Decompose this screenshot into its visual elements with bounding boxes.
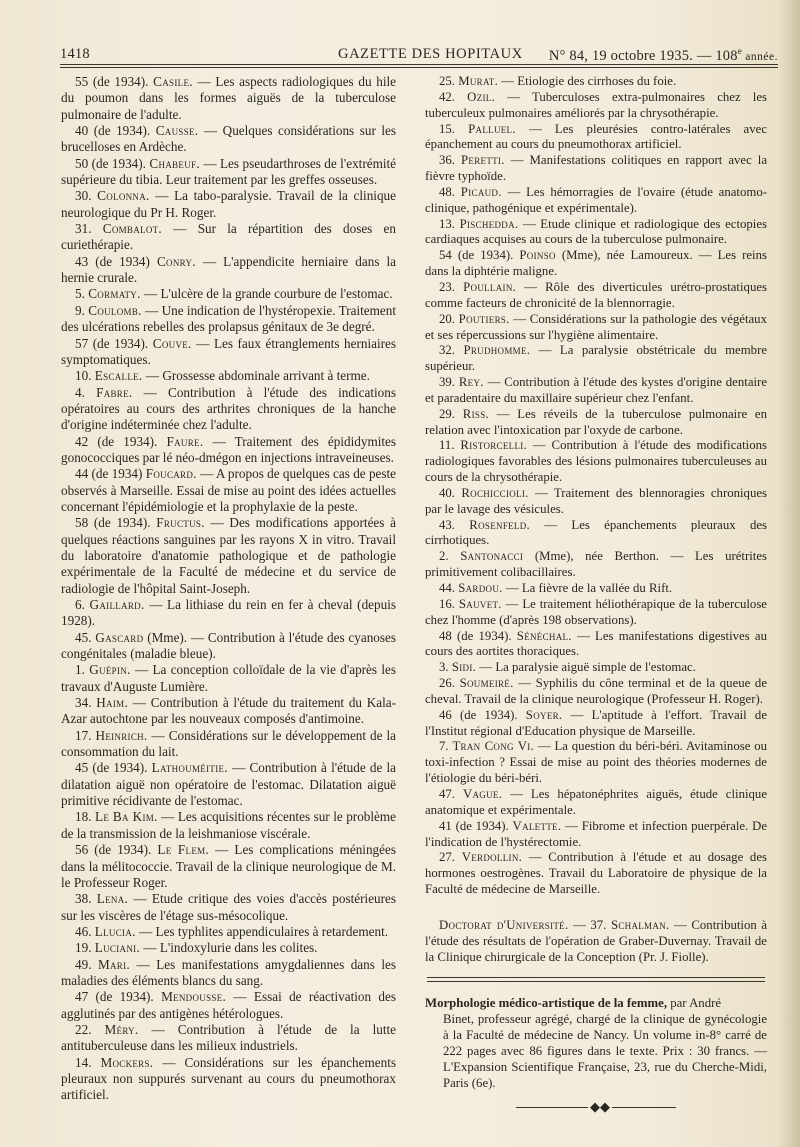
entry-author: Valette. — [512, 818, 562, 833]
entry-number: 50 (de 1934). — [75, 155, 146, 171]
entry-author: Causse. — [155, 123, 199, 139]
doctorat-author: Schalman. — [610, 917, 670, 932]
issue-info — [549, 46, 778, 65]
entry-number: 44 (de 1934) — [75, 466, 143, 482]
entry-title: (Mme), née Berthon. — Les urétrites primitivement colibacillaires. — [425, 549, 768, 580]
entry-author: Gascard — [95, 629, 144, 645]
entry-number: 41 (de 1934). — [439, 818, 509, 833]
entry-number: 30. — [75, 188, 92, 204]
entry-title: — L'ulcère de la grande courbure de l'estomac. — [143, 286, 393, 302]
entry-author: Ozil. — [467, 89, 496, 104]
entry-number: 57 (de 1934). — [75, 335, 149, 351]
book-details: Binet, professeur agrégé, chargé de la clinique de gynécologie à la Faculté de médecine de Nancy. Un volume in-8° carré de 222 pages avec 86 figures dans le texte. Prix : 30 francs. — L'Expansion Scientifique Française, 23, rue du Cherche-Midi, Paris (6e). — [443, 1012, 767, 1090]
entry-author: Prudhomme. — [463, 343, 531, 358]
entry-title: — Essai de réactivation des agglutinés par des antigènes hétérologues. — [61, 989, 397, 1021]
entry-author: Peretti. — [461, 153, 505, 168]
entry-title: — La paralysie aiguë simple de l'estomac. — [479, 660, 696, 675]
thesis-entry — [61, 221, 396, 254]
entry-author: Verdollin. — [461, 850, 523, 865]
entry-author: Faure. — [166, 433, 204, 449]
thesis-entry — [425, 343, 767, 375]
entry-number: 13. — [439, 216, 455, 231]
entry-author: Foucard. — [145, 466, 197, 482]
issue-main: N° 84, 19 octobre 1935. — 108 — [548, 47, 738, 64]
thesis-entry — [425, 739, 767, 787]
entry-number: 38. — [75, 891, 92, 907]
entry-number: 23. — [439, 279, 455, 294]
entry-author: Gaillard. — [89, 597, 145, 612]
entry-title: — Les manifestations digestives au cours des aortites thoraciques. — [425, 628, 767, 659]
thesis-entry — [61, 368, 396, 384]
thesis-entry — [61, 188, 396, 221]
entry-title: — Contribution à l'étude de la dilatation aiguë non opératoire de l'estomac. Dilatation aiguë primitive récidivante de l'estomac. — [61, 760, 397, 809]
entry-number: 46 (de 1934). — [439, 707, 518, 722]
thesis-entry — [61, 156, 396, 189]
entry-author: Lathouméitie. — [151, 760, 228, 776]
entry-number: 39. — [439, 375, 455, 390]
entry-title: — Contribution à l'étude du traitement du Kala-Azar autochtone par les nouveaux composés d'antimoine. — [61, 695, 397, 727]
entry-title: — A propos de quelques cas de peste observés à Marseille. Essai de mise au point des idées actuelles concernant l'épidémiologie et la prophylaxie de la peste. — [61, 466, 397, 514]
thesis-entry — [425, 375, 767, 407]
entry-title: — Considérations sur les épanchements pleuraux non suppurés survenant au cours du pneumothorax artificiel. — [61, 1054, 396, 1103]
thesis-entry — [425, 486, 767, 518]
entry-author: Tran Cong Vi. — [452, 739, 535, 754]
issue-sup: e — [737, 46, 742, 56]
page-header — [60, 44, 778, 66]
thesis-entry — [61, 940, 396, 956]
entry-author: Luciani. — [94, 940, 141, 956]
thesis-entry — [61, 385, 396, 434]
entry-number: 10. — [75, 368, 92, 384]
entry-author: Poutiers. — [458, 311, 510, 326]
thesis-entry — [425, 122, 767, 154]
entry-author: Rochiccioli. — [461, 485, 529, 500]
thesis-entry — [425, 518, 767, 550]
entry-number: 34. — [75, 695, 92, 711]
entry-title: — Le traitement héliothérapique de la tuberculose chez l'homme (d'après 198 observations). — [425, 596, 767, 627]
entry-author: Lena. — [96, 891, 129, 907]
book-title: Morphologie médico-artistique de la femme, — [425, 996, 668, 1011]
thesis-entry — [61, 989, 396, 1022]
entry-author: Soyer. — [525, 707, 563, 722]
thesis-entry — [425, 438, 767, 486]
entry-number: 1. — [75, 662, 85, 678]
entry-title: — Manifestations colitiques en rapport avec la fièvre typhoïde. — [425, 153, 767, 184]
entry-title: — Tuberculoses extra-pulmonaires chez les tuberculeux pulmonaires améliorés par la chrysothérapie. — [425, 89, 768, 120]
thesis-entry — [425, 787, 767, 819]
entry-number: 5. — [75, 286, 85, 302]
entry-author: Vague. — [462, 786, 503, 801]
entry-number: 32. — [439, 343, 455, 358]
thesis-entry — [61, 891, 396, 924]
entry-title: — Fibrome et infection puerpérale. De l'indication de l'hystérectomie. — [425, 818, 768, 849]
entry-author: Le Ba Kim. — [94, 809, 158, 825]
entry-author: Rey. — [458, 375, 484, 390]
entry-author: Haim. — [96, 695, 129, 711]
entry-number: 40 (de 1934). — [75, 123, 151, 139]
entry-title: — La fièvre de la vallée du Rift. — [505, 581, 673, 595]
entry-number: 17. — [75, 727, 92, 743]
entry-title: — Les réveils de la tuberculose pulmonaire en relation avec l'intoxication par l'oxyde de carbone. — [425, 406, 768, 437]
entry-author: Chabeuf. — [149, 155, 200, 171]
entry-author: Casile. — [153, 74, 193, 89]
entry-author: Conry. — [156, 253, 196, 269]
page-number: 1418 — [60, 46, 90, 62]
entry-number: 6. — [75, 597, 85, 612]
thesis-entry — [61, 695, 396, 728]
thesis-entry — [61, 303, 396, 336]
doctorat-entry — [425, 918, 767, 966]
entry-number: 25. — [439, 74, 455, 88]
thesis-entry — [425, 581, 767, 597]
entry-author: Rosenfeld. — [469, 517, 531, 532]
entry-number: 47 (de 1934). — [75, 989, 154, 1005]
thesis-entry — [61, 466, 396, 515]
thesis-entry — [61, 434, 396, 467]
entry-author: Combalot. — [102, 221, 163, 237]
entry-title: — Etude critique des voies d'accès postérieures sur les viscères de l'étage sus-mésocolique. — [61, 891, 397, 923]
thesis-entry — [425, 407, 767, 439]
entry-title: — Les acquisitions récentes sur le problème de la transmission de la leishmaniose viscérale. — [61, 809, 397, 841]
entry-title: — Les complications méningées dans la mélitococcie. Travail de la clinique neurologique de M. le Professeur Roger. — [61, 842, 396, 890]
entry-number: 27. — [439, 850, 455, 865]
entry-author: Le Flem. — [157, 842, 210, 858]
entry-author: Mendousse. — [161, 989, 227, 1005]
entry-title: — Rôle des diverticules urétro-prostatiques comme facteurs de chronicité de la blennorragie. — [425, 279, 768, 310]
entry-number: 42 (de 1934). — [75, 433, 158, 449]
thesis-entry — [61, 597, 396, 630]
entry-title: — La question du béri-béri. Avitaminose ou toxi-infection ? Essai de mise au point des théories modernes de l'étiologie du béri-béri. — [425, 739, 768, 786]
thesis-entry — [61, 630, 396, 663]
thesis-entry — [425, 660, 767, 676]
entry-number: 58 (de 1934). — [75, 515, 151, 531]
entry-author: Sardou. — [458, 581, 503, 595]
entry-author: Poullain. — [463, 279, 517, 294]
entry-author: Santonacci — [460, 549, 524, 564]
entry-title: — La tabo-paralysie. Travail de la clinique neurologique du Pr H. Roger. — [61, 188, 397, 220]
entry-author: Sidi. — [451, 660, 477, 675]
entry-author: Sénéchal. — [516, 628, 572, 643]
entry-number: 29. — [439, 406, 455, 421]
entry-author: Palluel. — [468, 121, 516, 136]
entry-title: — Les manifestations amygdaliennes dans les maladies des éléments blancs du sang. — [61, 956, 397, 988]
thesis-entry — [61, 760, 396, 809]
end-ornament — [516, 1099, 676, 1115]
thesis-entry — [61, 924, 396, 940]
entry-title: — Les hépatonéphrites aiguës, étude clinique anatomique et expérimentale. — [425, 786, 767, 817]
thesis-entry — [425, 629, 767, 661]
entry-number: 48 (de 1934). — [439, 628, 512, 643]
thesis-entry — [61, 515, 396, 597]
entry-title: — Traitement des blennoragies chroniques par le lavage des vésicules. — [425, 485, 768, 516]
entry-number: 20. — [439, 311, 455, 326]
entry-number: 43. — [439, 517, 455, 532]
entry-title: (Mme), née Lamoureux. — Les reins dans la diphtérie maligne. — [425, 248, 767, 279]
entry-title: — Etude clinique et radiologique des ectopies cardiaques acquises au cours de la tuberculose pulmonaire. — [425, 216, 768, 247]
entry-number: 9. — [75, 302, 85, 318]
entry-number: 49. — [75, 956, 92, 972]
thesis-entry — [61, 1022, 396, 1055]
thesis-entry — [61, 123, 396, 156]
thesis-entry — [61, 809, 396, 842]
book-author-line: par André — [667, 996, 722, 1011]
entry-title: — Contribution à l'étude de la lutte antituberculeuse dans les milieux industriels. — [61, 1021, 397, 1054]
entry-title: — Des modifications apportées à quelques réactions sanguines par les rayons X in vitro. Travail du laboratoire d'anatomie pathologique et de pathologie expérimentale de la Faculté de médecine et du service de radiologie de l'hôpital Saint-Joseph. — [61, 515, 396, 596]
entry-title: — Considérations sur la pathologie des végétaux et ses répercussions sur l'hygiène alimentaire. — [425, 311, 767, 342]
entry-title: — Grossesse abdominale arrivant à terme. — [145, 368, 370, 384]
thesis-entry — [425, 708, 767, 740]
entry-number: 54 (de 1934). — [439, 248, 514, 263]
entry-number: 55 (de 1934). — [75, 74, 149, 89]
entry-number: 22. — [75, 1021, 92, 1037]
entry-number: 43 (de 1934) — [75, 253, 150, 269]
ornament-glyph: ◆◆ — [590, 1099, 610, 1115]
thesis-entry — [61, 842, 396, 891]
entry-number: 3. — [439, 660, 449, 675]
entry-title: — La paralysie obstétricale du membre supérieur. — [425, 343, 768, 374]
entry-number: 4. — [75, 384, 85, 400]
entry-author: Soumeiré. — [459, 676, 514, 691]
entry-title: — Les typhlites appendiculaires à retardement. — [139, 923, 389, 939]
section-separator — [427, 977, 765, 982]
thesis-entry — [425, 819, 767, 851]
entry-title: — Etiologie des cirrhoses du foie. — [501, 74, 677, 88]
right-column — [425, 74, 767, 1113]
entry-number: 14. — [75, 1054, 92, 1070]
entry-author: Colonna. — [97, 188, 150, 204]
entry-author: Mockers. — [100, 1054, 154, 1070]
entry-author: Coulomb. — [88, 302, 142, 318]
entry-author: Méry. — [104, 1021, 139, 1037]
thesis-entry — [61, 254, 396, 287]
thesis-entry — [425, 217, 767, 249]
entry-author: Pischedda. — [459, 216, 519, 231]
entry-number: 16. — [439, 596, 455, 611]
entry-number: 19. — [75, 940, 92, 956]
entry-number: 7. — [439, 739, 449, 754]
entry-title: — Les hémorragies de l'ovaire (étude anatomo-clinique, pathogénique et expérimentale). — [425, 184, 767, 215]
journal-title: GAZETTE DES HOPITAUX — [338, 46, 523, 62]
entry-number: 18. — [75, 809, 92, 825]
thesis-entry — [61, 957, 396, 990]
thesis-entry — [425, 280, 767, 312]
entry-title: — Quelques considérations sur les brucelloses en Ardèche. — [61, 123, 397, 155]
issue-end: année. — [741, 50, 778, 63]
entry-number: 36. — [439, 153, 455, 168]
entry-number: 45 (de 1934). — [75, 760, 148, 776]
entry-author: Riss. — [462, 406, 489, 421]
entry-title: — Traitement des épididymites gonococciques par lé néo-dmégon en injections intraveineuses. — [61, 433, 397, 465]
entry-title: — Syphilis du cône terminal et de la queue de cheval. Travail de la clinique neurologique (Professeur H. Roger). — [425, 676, 768, 706]
thesis-entry — [61, 74, 396, 123]
entry-title: — Les épanchements pleuraux des cirrhotiques. — [425, 517, 767, 548]
doctorat-num: — 37. — [573, 917, 607, 932]
entry-author: Ristorcelli. — [460, 438, 528, 453]
entry-title: — Les pseudarthroses de l'extrémité supérieure du tibia. Leur traitement par les greffes osseuses. — [61, 155, 397, 188]
entry-title: — L'indoxylurie dans les colites. — [143, 940, 318, 956]
thesis-entry — [425, 185, 767, 217]
entry-number: 45. — [75, 629, 92, 645]
entry-number: 2. — [439, 549, 449, 564]
entry-author: Guépin. — [89, 662, 131, 678]
entry-title: — Contribution à l'étude des indications opératoires au cours des arthrites chroniques de la hanche d'origine indéterminée chez l'adulte. — [61, 384, 397, 433]
entry-title: — Considérations sur le développement de la consommation du lait. — [61, 727, 397, 760]
entry-title: — Les faux étranglements herniaires symptomatiques. — [61, 335, 397, 367]
entry-number: 56 (de 1934). — [75, 842, 152, 858]
thesis-entry — [425, 850, 767, 898]
header-rule — [60, 64, 778, 68]
entry-author: Couve. — [152, 335, 192, 351]
entry-author: Sauvet. — [458, 596, 502, 611]
entry-author: Escalle. — [94, 368, 143, 384]
entry-author: Fabre. — [96, 384, 133, 400]
entry-number: 11. — [439, 438, 455, 453]
entry-number: 40. — [439, 485, 455, 500]
entry-author: Picaud. — [460, 184, 502, 199]
doctorat-label: Doctorat d'Université. — [439, 917, 569, 932]
left-column — [61, 74, 396, 1104]
book-notice — [425, 996, 767, 1091]
entry-number: 44. — [439, 581, 455, 595]
thesis-entry — [425, 248, 767, 280]
entry-number: 46. — [75, 923, 92, 939]
entry-title: — L'appendicite herniaire dans la hernie crurale. — [61, 253, 397, 286]
entry-number: 42. — [439, 89, 455, 104]
entry-title: — Contribution à l'étude et au dosage des hormones oestrogènes. Travail du Laboratoire de physique de la Faculté de médecine de Marseille. — [425, 850, 767, 897]
entry-title: — La lithiase du rein en fer à cheval (depuis 1928). — [61, 597, 396, 629]
doctorat-text: — Contribution à l'étude des résultats de l'opération de Graber-Duvernay. Travail de la Clinique chirurgicale de la Conception (Pr. J. Fiolle). — [425, 917, 768, 964]
entry-title: — Contribution à l'étude des kystes d'origine dentaire et paradentaire du maxillaire supérieur chez l'enfant. — [425, 375, 767, 405]
entry-number: 48. — [439, 184, 455, 199]
thesis-entry — [61, 662, 396, 695]
thesis-entry — [61, 336, 396, 369]
entry-number: 47. — [439, 786, 455, 801]
entry-title: (Mme). — Contribution à l'étude des cyanoses congénitales (maladie bleue). — [61, 629, 396, 662]
thesis-entry — [61, 1055, 396, 1104]
entry-author: Poinso — [519, 248, 556, 263]
entry-author: Cormaty. — [88, 286, 141, 302]
thesis-entry — [61, 286, 396, 302]
thesis-entry — [425, 90, 767, 122]
entry-title: — Contribution à l'étude des modifications radiologiques favorables des lésions pulmonaires tuberculeuses au cours de la chrysothérapie. — [425, 438, 767, 485]
thesis-entry — [61, 728, 396, 761]
thesis-entry — [425, 549, 767, 581]
entry-number: 26. — [439, 676, 455, 691]
entry-author: Mari. — [97, 956, 131, 972]
right-entry-list — [425, 74, 767, 898]
thesis-entry — [425, 153, 767, 185]
entry-number: 31. — [75, 221, 92, 237]
entry-title: — Une indication de l'hystéropexie. Traitement des ulcérations rebelles des prolapsus génitaux de 3e degré. — [61, 302, 396, 335]
entry-author: Murat. — [458, 74, 499, 88]
thesis-entry — [425, 597, 767, 629]
entry-title: — Sur la répartition des doses en curiethérapie. — [61, 221, 397, 253]
entry-title: — La conception colloïdale de la vie d'après les travaux d'Auguste Lumière. — [61, 662, 397, 694]
thesis-entry — [425, 676, 767, 708]
thesis-entry — [425, 312, 767, 344]
entry-author: Heinrich. — [95, 727, 148, 743]
entry-title: — Les pleurésies contro-latérales avec épanchement au cours du pneumothorax artificiel. — [425, 121, 767, 152]
page-edge-shadow — [778, 0, 800, 1147]
entry-author: Fructus. — [156, 515, 205, 531]
entry-number: 15. — [439, 121, 455, 136]
thesis-entry — [425, 74, 767, 90]
entry-title: — Les aspects radiologiques du hile du poumon dans les formes aiguës de la tuberculose pulmonaire de l'adulte. — [61, 74, 397, 122]
entry-author: Llucia. — [94, 923, 136, 939]
entry-title: — L'aptitude à l'effort. Travail de l'Institut régional d'Education physique de Marseille. — [425, 707, 768, 738]
